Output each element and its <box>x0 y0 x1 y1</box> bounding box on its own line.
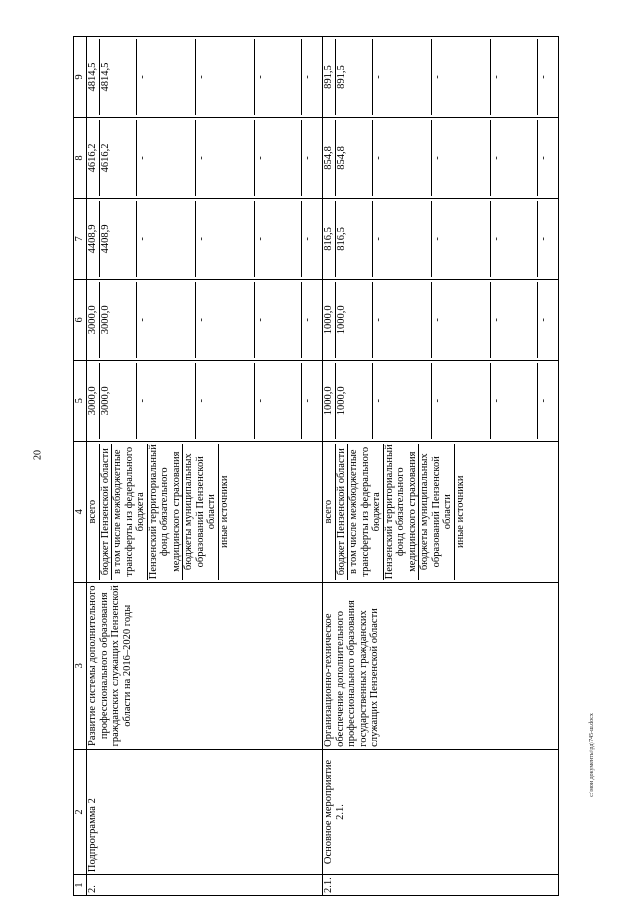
value-cell: 1000,0 <box>323 363 336 439</box>
value-cell: - <box>137 39 196 115</box>
value-cell: - <box>537 318 549 322</box>
header-cell: 4 <box>74 441 87 582</box>
funding-source: бюджеты муниципальных образований Пензенской области <box>183 444 219 580</box>
funding-source: всего <box>87 444 100 580</box>
value-cell: 4814,5 <box>87 39 100 115</box>
year-values-col8 <box>323 117 559 198</box>
program-name: Подпрограмма 2 <box>87 749 323 874</box>
value-cell: - <box>491 363 538 439</box>
value-cell: - <box>196 282 255 358</box>
header-row <box>74 37 87 896</box>
value-cell: - <box>373 39 432 115</box>
value-cell: - <box>255 363 302 439</box>
header-cell: 2 <box>74 749 87 874</box>
value-cell: - <box>491 120 538 196</box>
value-cell: - <box>373 363 432 439</box>
value-cell: 3000,0 <box>87 282 100 358</box>
value-cell: 3000,0 <box>87 363 100 439</box>
value-cell: 4408,9 <box>100 201 137 277</box>
budget-table <box>73 36 559 896</box>
header-cell: 3 <box>74 582 87 749</box>
value-cell: - <box>301 399 313 403</box>
program-name: Основное мероприятие 2.1. <box>323 749 559 874</box>
year-values-col5 <box>87 360 323 441</box>
funding-source: бюджет Пензенской области <box>336 444 349 580</box>
table-row-activity-2-1 <box>323 37 559 896</box>
value-cell: - <box>491 201 538 277</box>
value-cell: 816,5 <box>336 201 373 277</box>
row-number: 2. <box>87 875 323 896</box>
value-cell: - <box>255 282 302 358</box>
year-values-col9 <box>87 37 323 118</box>
header-cell: 5 <box>74 360 87 441</box>
value-cell: - <box>255 201 302 277</box>
page-number: 20 <box>32 450 44 460</box>
value-cell: - <box>301 156 313 160</box>
value-cell: - <box>196 39 255 115</box>
funding-source: в том числе межбюджетные трансферты из федерального бюджета <box>348 444 384 580</box>
value-cell: 3000,0 <box>100 282 137 358</box>
header-cell: 9 <box>74 37 87 118</box>
value-cell: - <box>373 201 432 277</box>
value-cell: - <box>537 156 549 160</box>
value-cell: - <box>137 282 196 358</box>
value-cell: 4408,9 <box>87 201 100 277</box>
header-cell: 7 <box>74 198 87 279</box>
value-cell: 3000,0 <box>100 363 137 439</box>
value-cell: - <box>491 282 538 358</box>
footer-file-path: c:\мои документы\рд\745-ш.docx <box>589 713 595 797</box>
table-row-subprogram-2 <box>87 37 323 896</box>
funding-source: бюджеты муниципальных образований Пензенской области <box>419 444 455 580</box>
year-values-col7 <box>323 198 559 279</box>
header-cell: 8 <box>74 117 87 198</box>
year-values-col7 <box>87 198 323 279</box>
value-cell: - <box>432 120 491 196</box>
value-cell: - <box>537 399 549 403</box>
value-cell: - <box>373 120 432 196</box>
value-cell: - <box>137 120 196 196</box>
value-cell: - <box>432 39 491 115</box>
value-cell: - <box>301 318 313 322</box>
program-description: Организационно-техническое обеспечение дополнительного профессионального образования государственных гражданских служащих Пензенской области <box>323 582 559 749</box>
year-values-col5 <box>323 360 559 441</box>
value-cell: 816,5 <box>323 201 336 277</box>
value-cell: 1000,0 <box>323 282 336 358</box>
value-cell: - <box>537 237 549 241</box>
program-description: Развитие системы дополнительного профессионального образования гражданских служащих Пензенской области на 2016–2020 годы <box>87 582 323 749</box>
value-cell: 4616,2 <box>87 120 100 196</box>
value-cell: - <box>432 201 491 277</box>
funding-sources <box>87 441 323 582</box>
value-cell: - <box>432 282 491 358</box>
year-values-col6 <box>323 279 559 360</box>
value-cell: - <box>255 39 302 115</box>
value-cell: 1000,0 <box>336 282 373 358</box>
header-cell: 1 <box>74 875 87 896</box>
funding-source: иные источники <box>218 475 230 548</box>
value-cell: 854,8 <box>323 120 336 196</box>
year-values-col6 <box>87 279 323 360</box>
funding-source: Пензенский территориальный фонд обязательного медицинского страхования <box>147 444 182 580</box>
value-cell: - <box>196 120 255 196</box>
value-cell: - <box>301 237 313 241</box>
value-cell: 854,8 <box>336 120 373 196</box>
value-cell: - <box>137 363 196 439</box>
funding-source: всего <box>323 444 336 580</box>
value-cell: 4814,5 <box>100 39 137 115</box>
funding-source: бюджет Пензенской области <box>100 444 113 580</box>
year-values-col8 <box>87 117 323 198</box>
value-cell: - <box>537 75 549 79</box>
funding-source: иные источники <box>454 475 466 548</box>
value-cell: 1000,0 <box>336 363 373 439</box>
value-cell: - <box>196 363 255 439</box>
funding-sources <box>323 441 559 582</box>
value-cell: 891,5 <box>336 39 373 115</box>
value-cell: 891,5 <box>323 39 336 115</box>
value-cell: 4616,2 <box>100 120 137 196</box>
year-values-col9 <box>323 37 559 118</box>
value-cell: - <box>491 39 538 115</box>
value-cell: - <box>301 75 313 79</box>
value-cell: - <box>373 282 432 358</box>
value-cell: - <box>432 363 491 439</box>
value-cell: - <box>196 201 255 277</box>
funding-source: Пензенский территориальный фонд обязательного медицинского страхования <box>383 444 418 580</box>
value-cell: - <box>137 201 196 277</box>
value-cell: - <box>255 120 302 196</box>
funding-source: в том числе межбюджетные трансферты из федерального бюджета <box>112 444 148 580</box>
row-number: 2.1. <box>323 875 559 896</box>
rotated-table-container <box>73 36 583 896</box>
header-cell: 6 <box>74 279 87 360</box>
